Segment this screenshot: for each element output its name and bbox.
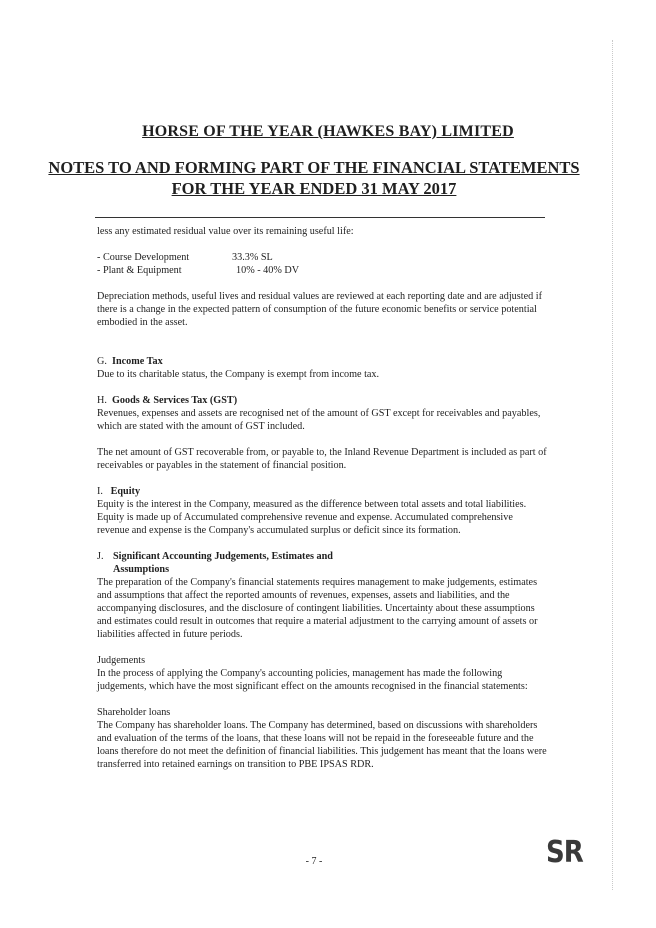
section-heading: H. Goods & Services Tax (GST) — [97, 395, 238, 406]
rate-row — [97, 251, 547, 264]
section-heading: J. Significant Accounting Judgements, Estimates and Assumptions — [97, 551, 333, 575]
section-equity — [97, 485, 547, 537]
income-tax-text: Due to its charitable status, the Company is exempt from income tax. — [97, 369, 380, 380]
depreciation-intro: less any estimated residual value over its remaining useful life: — [97, 226, 354, 237]
notes-title — [0, 157, 628, 199]
shareholder-loans-text: The Company has shareholder loans. The Company has determined, based on discussions with shareholders and evaluation of the terms of the loans, that these loans will not be repaid in the foreseeable future and the loans therefore do not meet the definition of financial liabilities. This judgement has meant that the loans were transferred into retained earnings on transition to PBE IPSAS RDR. — [97, 720, 547, 770]
notes-title-line2: FOR THE YEAR ENDED 31 MAY 2017 — [171, 179, 457, 198]
depreciation-rates — [97, 251, 547, 277]
rate-value: 33.3% SL — [232, 252, 273, 263]
rate-value: 10% - 40% DV — [236, 265, 300, 276]
gst-text-1: Revenues, expenses and assets are recognised net of the amount of GST except for receivables and payables, which are stated with the amount of GST included. — [97, 408, 541, 432]
section-heading: I. Equity — [97, 486, 141, 497]
judgements-text: In the process of applying the Company's accounting policies, management has made the following judgements, which have the most significant effect on the amounts recognised in the financial statements: — [97, 668, 528, 692]
equity-text: Equity is the interest in the Company, measured as the difference between total assets and total liabilities. Equity is made up of Accumulated comprehensive revenue and expense. Accumulated comprehensive revenue and expense is the Company's accumulated surplus or deficit since its formation. — [97, 499, 527, 536]
judgements-intro-text: The preparation of the Company's financial statements requires management to make judgements, estimates and assumptions that affect the reported amounts of revenues, expenses, assets and liabilities, and the accompanying disclosures, and the disclosure of contingent liabilities. Uncertainty about these assumptions and estimates could result in outcomes that require a material adjustment to the carrying amount of assets or liabilities affected in future periods. — [97, 577, 538, 640]
rate-asset: - Course Development — [97, 252, 190, 263]
page-number: - 7 - — [305, 856, 323, 867]
section-judgements — [97, 550, 547, 771]
section-gst — [97, 394, 547, 472]
rate-row — [97, 264, 547, 277]
judgements-subheading: Judgements — [97, 655, 146, 666]
gst-text-2: The net amount of GST recoverable from, or payable to, the Inland Revenue Department is included as part of receivables or payables in the statement of financial position. — [97, 447, 547, 471]
section-heading: G. Income Tax — [97, 356, 163, 367]
notes-body — [97, 225, 547, 771]
header-rule — [95, 217, 545, 218]
signature-initials: SR — [546, 835, 583, 871]
section-income-tax — [97, 355, 547, 381]
notes-title-line1: NOTES TO AND FORMING PART OF THE FINANCIAL STATEMENTS — [48, 158, 580, 177]
shareholder-loans-subheading: Shareholder loans — [97, 707, 171, 718]
rate-asset: - Plant & Equipment — [97, 265, 182, 276]
depreciation-review: Depreciation methods, useful lives and residual values are reviewed at each reporting date and are adjusted if there is a change in the expected pattern of consumption of the future economic benefits or service potential embodied in the asset. — [97, 291, 542, 328]
company-name: HORSE OF THE YEAR (HAWKES BAY) LIMITED — [142, 123, 514, 140]
